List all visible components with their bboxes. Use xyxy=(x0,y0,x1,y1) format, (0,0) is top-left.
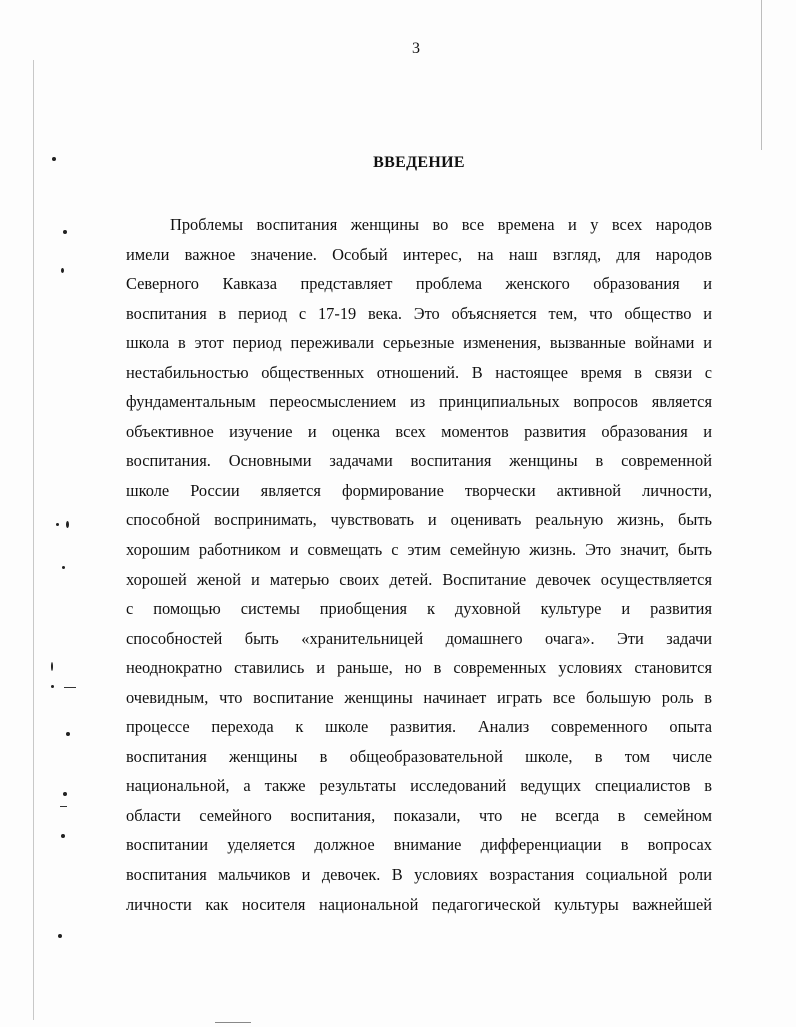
text-line: воспитания женщины в общеобразовательной школе, в том числе xyxy=(126,746,712,766)
text-line: Северного Кавказа представляет проблема женского образования и xyxy=(126,274,712,294)
text-line: объективное изучение и оценка всех моментов развития образования и xyxy=(126,421,712,441)
scan-speck xyxy=(66,732,70,736)
scan-speck xyxy=(61,268,64,273)
text-line: школе России является формирование творчески активной личности, xyxy=(126,480,712,500)
scan-speck xyxy=(51,662,53,671)
text-line: Проблемы воспитания женщины во все времена и у всех народов xyxy=(170,215,712,234)
scan-speck xyxy=(63,792,67,796)
text-line: области семейного воспитания, показали, что не всегда в семейном xyxy=(126,805,712,825)
text-line: неоднократно ставились и раньше, но в современных условиях становится xyxy=(126,658,712,678)
text-line: нестабильностью общественных отношений. В настоящее время в связи с xyxy=(126,362,712,382)
text-line: воспитания. Основными задачами воспитания женщины в современной xyxy=(126,451,712,471)
scan-speck xyxy=(66,521,69,528)
text-line: способностей быть «хранительницей домашнего очага». Эти задачи xyxy=(126,628,712,648)
section-heading: ВВЕДЕНИЕ xyxy=(373,154,465,171)
text-line: фундаментальным переосмыслением из принципиальных вопросов является xyxy=(126,392,712,412)
text-line: школа в этот период переживали серьезные изменения, вызванные войнами и xyxy=(126,333,712,353)
scan-edge-left xyxy=(33,60,34,1020)
text-line: воспитании уделяется должное внимание дифференциации в вопросах xyxy=(126,835,712,855)
text-line: национальной, а также результаты исследований ведущих специалистов в xyxy=(126,776,712,796)
scan-speck xyxy=(51,685,54,688)
text-line: процессе перехода к школе развития. Анализ современного опыта xyxy=(126,717,712,737)
scan-speck xyxy=(61,834,65,838)
scan-speck xyxy=(63,230,67,234)
page-number: 3 xyxy=(412,40,420,57)
text-line: личности как носителя национальной педагогической культуры важнейшей xyxy=(126,894,712,914)
text-line: воспитания мальчиков и девочек. В условиях возрастания социальной роли xyxy=(126,865,712,885)
text-line: способной воспринимать, чувствовать и оценивать реальную жизнь, быть xyxy=(126,510,712,530)
text-line: с помощью системы приобщения к духовной культуре и развития xyxy=(126,599,712,619)
text-line: хорошим работником и совмещать с этим семейную жизнь. Это значит, быть xyxy=(126,540,712,560)
scan-speck xyxy=(64,687,76,688)
text-line: очевидным, что воспитание женщины начинает играть все большую роль в xyxy=(126,687,712,707)
scan-speck xyxy=(56,523,59,526)
scan-speck xyxy=(60,806,67,807)
body-paragraph xyxy=(126,210,712,919)
scan-speck xyxy=(62,566,65,569)
scan-edge-right xyxy=(761,0,762,150)
text-line: имели важное значение. Особый интерес, на наш взгляд, для народов xyxy=(126,244,712,264)
text-line: воспитания в период с 17-19 века. Это объясняется тем, что общество и xyxy=(126,303,712,323)
scan-speck xyxy=(58,934,62,938)
scan-bottom-mark xyxy=(215,1022,251,1023)
text-line: хорошей женой и матерью своих детей. Воспитание девочек осуществляется xyxy=(126,569,712,589)
